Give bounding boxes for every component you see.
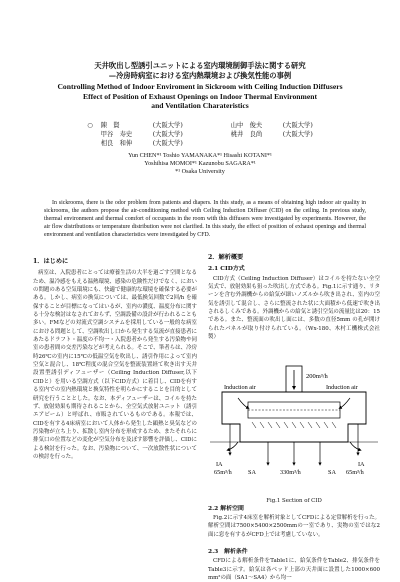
author-affiliation <box>279 140 317 149</box>
authors-en-line2: Yoshihisa MOMOI*¹ Kazunobu SAGARA*¹ <box>144 160 256 168</box>
sa-flow-left: 65m³/h <box>214 468 232 476</box>
authors-en-line1: Yun CHEN*¹ Toshio YAMANAKA*¹ Hisashi KOTANI*¹ <box>128 152 272 159</box>
author-name <box>227 140 279 149</box>
author-name: 甲谷 寿史 <box>100 130 133 138</box>
section-2-3-heading: 2.3 解析条件 <box>208 548 248 556</box>
figure-1-caption: Fig.1 Section of CID <box>266 498 322 505</box>
author-mark: ○ <box>87 122 93 129</box>
authors-en <box>40 152 360 177</box>
sa-label-left: SA <box>248 468 256 476</box>
author-name: 桃井 良尚 <box>230 130 263 138</box>
author-name: 相良 和伸 <box>100 139 133 147</box>
sa-label-right: SA <box>328 468 336 476</box>
sa-flow-mid: 330m³/h <box>280 468 301 476</box>
author-mark <box>83 140 97 149</box>
author-affiliation: (大阪大学) <box>152 139 183 147</box>
title-en-line1: Controlling Method of Indoor Enviroment in Sickroom with Ceiling Induction Diffusers <box>57 82 343 91</box>
title-block <box>20 61 380 111</box>
induction-air-label-right: Induction air <box>326 383 358 391</box>
ia-label-left: IA <box>216 460 223 468</box>
section-2-1-heading: 2.1 CID方式 <box>208 265 245 273</box>
figure-1 <box>208 362 380 504</box>
author-name: 陳 賢 <box>100 122 120 129</box>
section-2-2-body: Fig.2に示す4床室を解析対象としてCFDによる定常解析を行った。解析空間は7500×5400×2500mmの一室であり、実物の室ではな2面に窓を有するがCFD上では考慮していない。 <box>208 515 380 538</box>
section-1-body: 病室は、入院患者にとっては療養生活の大半を過ごす空間となるため、温冷感をもえる温熱環境、感染の危険性だけでなく、においの問題のある空気環境にも、快適で健康的な環境を確保する必要がある。しかし、病室の換気については、最低換気回数で2回/h を確保することが目標になってはいるが、室内の濃度、温度分布に関する十分な検討はなされておらず、空調設備の設計が行われることも多い。FMなどの対流式空調システムを採用している一般的な病室における問題として、空調吹出し口から発生する気流が直接患者にあたるドラフト・温度の不均一・入院患者から発生する汚染物や同室の患者間の交差汚染などが考えられる。そこで、筆者らは、冷房時26℃の室内に15℃の低温空気を吹出し、誘引作用によって室内空気と混合し、18℃程度の混合空気を整流装置経て吹き出す天井設置型誘引ディフューザー（Ceiling Induction Diffuser,以下CIDと）を用いる空調方式（以下CID方式）に着目し、CIDを有する室内での室内熱環境と換気特性を明らかにすることを目的として研究を行うこととした。なお、本ディフューザーは、コイルを持たず、放射効果も期待されることから、全空気式放射ユニット（誘引エアビーム）と呼ばれ、市販されているものである。本報では、CIDを有する4床病室において人体から発生した顕熱と臭気などの汚染物が立ち上り、拡散し室内分布を形成するため、またそれらに排気口の位置などの変化が空気分布を及ぼす影響を評価し、CIDによる検討を行った。なお、汚染物について、一次放散性状についての検討を行った。 <box>33 270 197 460</box>
right-column <box>208 252 380 582</box>
authors-jp <box>60 122 340 148</box>
title-jp-line1: 天井吹出し型誘引ユニットによる室内環境制御手法に関する研究 <box>94 61 306 70</box>
author-row <box>83 131 317 140</box>
supply-flow-label: 200m³/h <box>306 372 328 380</box>
author-row <box>83 140 317 149</box>
title-jp-line2: —冷房時病室における室内熱環境および換気性能の事例 <box>108 71 292 80</box>
section-2-heading: 2．解析概要 <box>208 254 244 261</box>
affiliation-en: *¹ Osaka University <box>175 168 225 176</box>
ia-label-right: IA <box>358 460 365 468</box>
author-affiliation: (大阪大学) <box>152 122 183 129</box>
author-row <box>83 122 317 131</box>
sa-flow-right: 65m³/h <box>346 468 364 476</box>
author-name: 山中 俊夫 <box>230 122 263 129</box>
left-column <box>33 256 197 561</box>
section-2-3-body: CFDによる解析条件をTable1に、給気条件をTable2、排気条件をTable3に示す。給気は各ベッド上部の天井面に設置した1000×600 mm²の面（SA1～SA4）から均一 <box>208 558 380 582</box>
section-2-2-heading: 2.2 解析空間 <box>208 504 244 512</box>
author-affiliation: (大阪大学) <box>152 130 183 138</box>
section-1-heading: 1．はじめに <box>33 258 69 265</box>
section-2-1-body: CID方式（Ceiling Induction Diffuser）はコイルを持たない全空気式で、放射効果も狙った吹出し方式である。Fig.1に示す通り、リターンを含む外調機からの給気が細いノズルから吹き出され、室内の空気を誘引して混合し、さらに整流された状に大面積から低速で吹き出されるしくみである。外調機からの給気と誘引空気の流量比は20：15である。また、整流面の吹出し面には、多数の直径5mm の孔が開けられたパネルが取り付けられている。（Wx-180、木村工機株式会社製） <box>208 275 380 341</box>
author-mark <box>83 131 97 140</box>
cid-section-diagram <box>208 362 380 494</box>
author-affiliation: (大阪大学) <box>282 122 313 129</box>
abstract: In sickrooms, there is the odor problem from patients and diapers. In this study, as a means of obtaining high indoor air quality in sickrooms, the authors propose the air-conditioning method with Ceiling Induction Diffuser (CID) on the ceiling. In previous study, thermal environment and thermal comfort of occupants in the room with this diffusers were investigated by experiments. However, the air flow distributions or temperature distribution were not clarified. In this study, the effect of position of exhaust openings and thermal environment and ventilation characteristics were investigated by CFD. <box>44 200 366 239</box>
induction-air-label-left: Induction air <box>224 383 256 391</box>
author-affiliation: (大阪大学) <box>282 130 313 138</box>
title-en-line2: Effect of Position of Exhaust Openings on Indoor Thermal Environment <box>83 91 317 101</box>
title-en-line3: and Ventilation Charateristics <box>151 101 249 110</box>
